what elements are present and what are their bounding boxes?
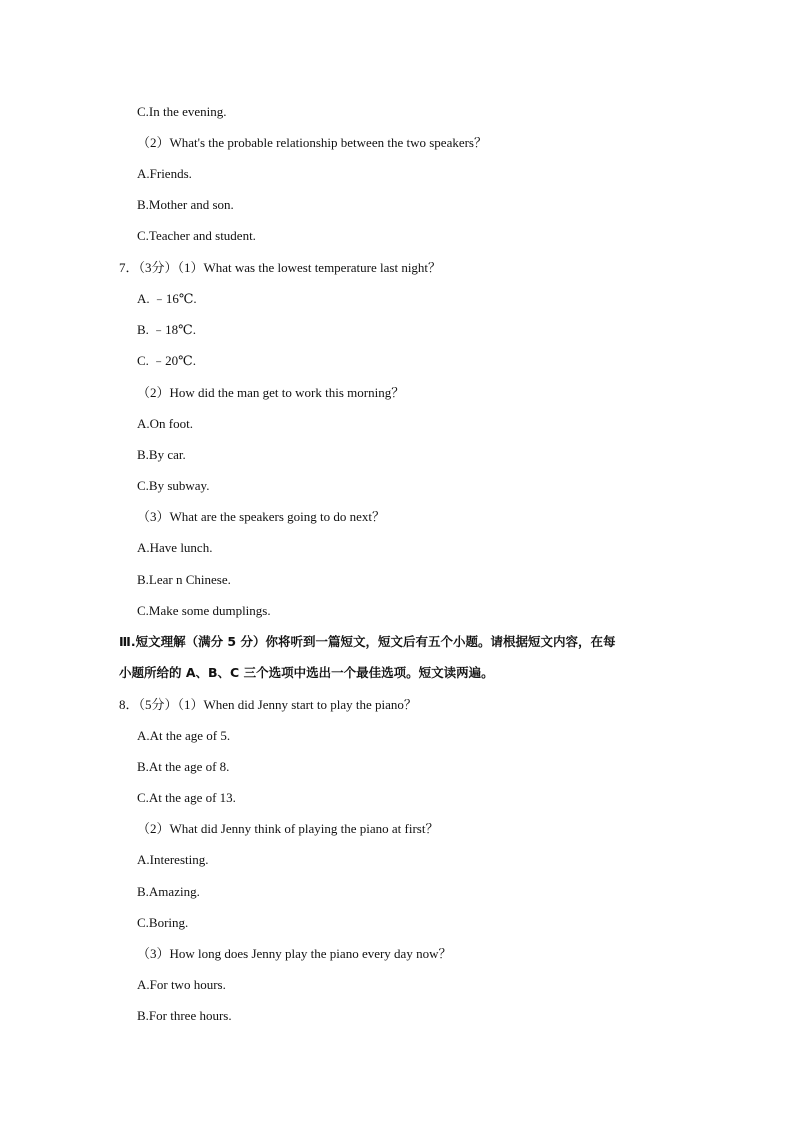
section-3-instructions: 小题所给的 A、B、C 三个选项中选出一个最佳选项。短文读两遍。: [119, 665, 494, 680]
option-c-minus-20: C. ﹣20℃.: [137, 353, 196, 368]
question-8-1-start-piano: 8．（5分）（1）When did Jenny start to play the piano？: [119, 697, 417, 712]
option-b-by-car: B.By car.: [137, 447, 186, 462]
option-b-amazing: B.Amazing.: [137, 884, 200, 899]
option-a-age-5: A.At the age of 5.: [137, 728, 231, 743]
option-a-friends: A.Friends.: [137, 166, 192, 181]
option-c-boring: C.Boring.: [137, 915, 189, 930]
option-a-two-hours: A.For two hours.: [137, 977, 226, 992]
option-c-age-13: C.At the age of 13.: [137, 790, 236, 805]
option-b-mother-and-son: B.Mother and son.: [137, 197, 234, 212]
option-a-interesting: A.Interesting.: [137, 852, 209, 867]
question-7-3-do-next: （3）What are the speakers going to do next？: [137, 509, 386, 524]
option-a-have-lunch: A.Have lunch.: [137, 540, 213, 555]
option-b-age-8: B.At the age of 8.: [137, 759, 230, 774]
option-c-by-subway: C.By subway.: [137, 478, 210, 493]
option-b-minus-18: B. ﹣18℃.: [137, 322, 196, 337]
option-a-minus-16: A. ﹣16℃.: [137, 291, 197, 306]
option-c-make-dumplings: C.Make some dumplings.: [137, 603, 271, 618]
option-c-teacher-and-student: C.Teacher and student.: [137, 228, 256, 243]
question-7-2-get-to-work: （2）How did the man get to work this morning？: [137, 385, 405, 400]
question-6-2-relationship: （2）What's the probable relationship between the two speakers？: [137, 135, 487, 150]
question-8-2-think-at-first: （2）What did Jenny think of playing the piano at first？: [137, 821, 439, 836]
option-b-three-hours: B.For three hours.: [137, 1008, 232, 1023]
question-7-1-lowest-temperature: 7．（3分）（1）What was the lowest temperature last night？: [119, 260, 442, 275]
section-3-heading: Ⅲ.短文理解（满分 5 分）你将听到一篇短文，短文后有五个小题。请根据短文内容，在每: [119, 634, 616, 649]
question-8-3-how-long-daily: （3）How long does Jenny play the piano every day now？: [137, 946, 452, 961]
option-a-on-foot: A.On foot.: [137, 416, 193, 431]
option-c-in-the-evening: C.In the evening.: [137, 104, 227, 119]
option-b-learn-chinese: B.Lear n Chinese.: [137, 572, 231, 587]
